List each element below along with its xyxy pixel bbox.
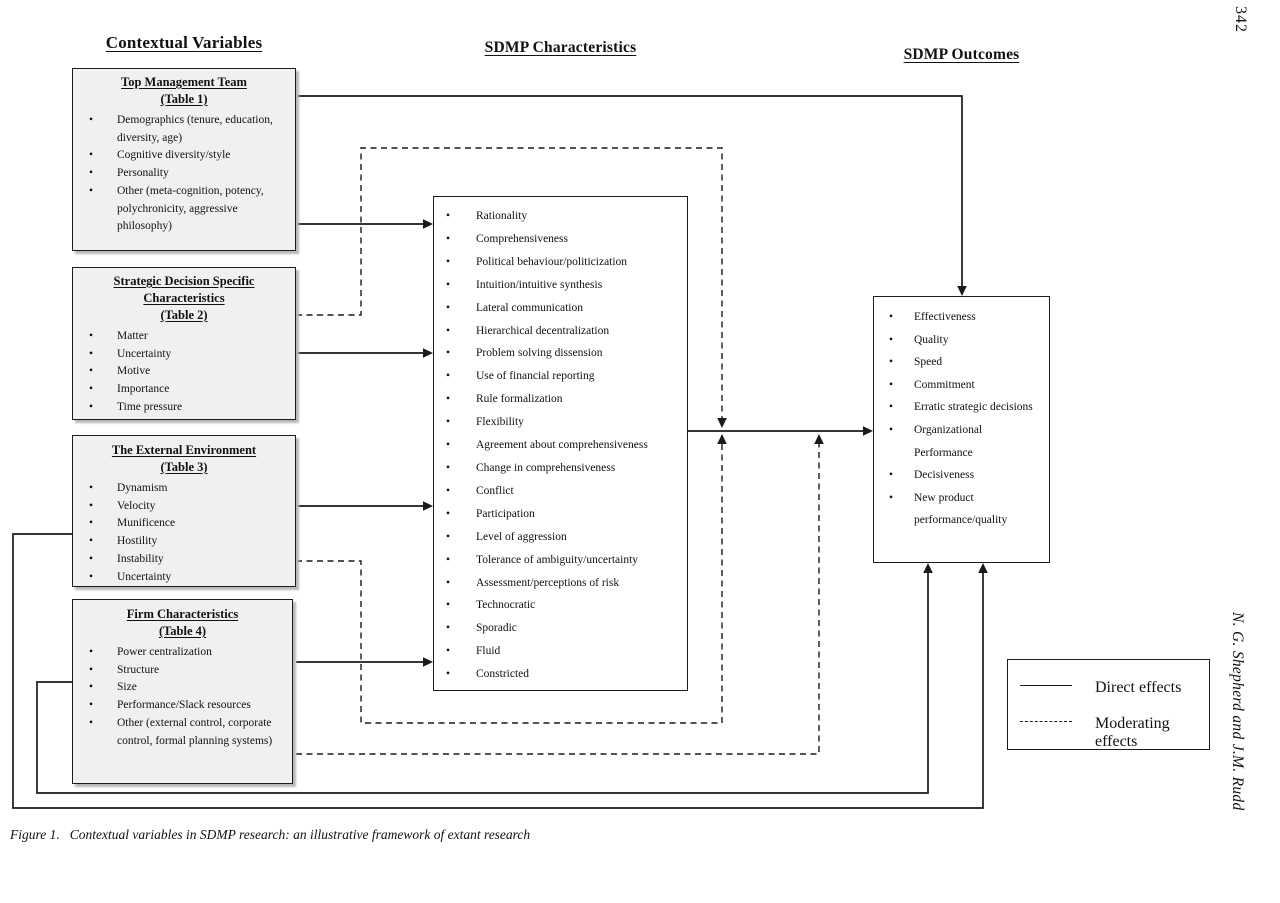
box-title <box>73 273 295 324</box>
list-item-text: Use of financial reporting <box>476 370 595 383</box>
list-item <box>874 306 1049 329</box>
list-item-text: Time pressure <box>117 400 183 413</box>
list-item-text: Instability <box>117 552 164 565</box>
bullet-icon: • <box>888 423 894 436</box>
bullet-icon: • <box>445 255 451 268</box>
figure-caption-label: Figure 1. <box>10 827 60 842</box>
list-item-text: Constricted <box>476 668 530 681</box>
list-item <box>73 533 295 551</box>
list-item <box>874 374 1049 397</box>
list-item <box>874 419 1049 464</box>
list-item <box>434 549 687 572</box>
list-item <box>434 480 687 503</box>
box-firm-characteristics <box>72 599 293 784</box>
direct-effects-line-icon <box>1020 685 1072 686</box>
bullet-list <box>73 644 292 750</box>
list-item-text: Assessment/perceptions of risk <box>476 576 620 589</box>
arrowhead-icon <box>423 219 433 229</box>
bullet-list <box>73 112 295 236</box>
list-item-text: Conflict <box>476 484 514 497</box>
list-item-text: Structure <box>117 663 160 676</box>
bullet-list <box>73 328 295 417</box>
list-item <box>874 487 1049 532</box>
bullet-icon: • <box>445 599 451 612</box>
bullet-icon: • <box>445 416 451 429</box>
bullet-icon: • <box>445 484 451 497</box>
list-item <box>73 569 295 587</box>
arrowhead-icon <box>423 657 433 667</box>
list-item <box>434 365 687 388</box>
figure-caption <box>10 827 530 843</box>
box-title <box>73 606 292 640</box>
list-item-text: Uncertainty <box>117 570 172 583</box>
column-header-sdmp-outcomes: SDMP Outcomes <box>903 46 1020 63</box>
box-sdmp-outcomes <box>873 296 1050 563</box>
box-title-line: (Table 1) <box>160 92 208 106</box>
list-item-text: Technocratic <box>476 599 536 612</box>
box-title-line: (Table 2) <box>160 308 208 322</box>
list-item <box>434 205 687 228</box>
list-item-text: Demographics (tenure, education, diversity, age) <box>117 114 273 144</box>
bullet-icon: • <box>88 167 94 180</box>
bullet-icon: • <box>888 311 894 323</box>
bullet-icon: • <box>88 114 94 126</box>
bullet-icon: • <box>88 552 94 565</box>
bullet-icon: • <box>88 699 94 712</box>
list-item <box>434 297 687 320</box>
bullet-icon: • <box>88 499 94 512</box>
arrowhead-icon <box>717 434 727 444</box>
list-item <box>73 147 295 165</box>
list-item <box>73 551 295 569</box>
list-item-text: Intuition/intuitive synthesis <box>476 278 603 291</box>
list-item <box>73 346 295 364</box>
list-item-text: Fluid <box>476 645 501 658</box>
list-item-text: Decisiveness <box>914 469 975 482</box>
list-item-text: Level of aggression <box>476 530 567 543</box>
list-item <box>434 251 687 274</box>
list-item <box>874 464 1049 487</box>
list-item <box>434 320 687 343</box>
bullet-icon: • <box>88 663 94 676</box>
list-item-text: Munificence <box>117 517 176 530</box>
bullet-icon: • <box>88 400 94 413</box>
list-item-text: Uncertainty <box>117 347 172 360</box>
list-item <box>434 526 687 549</box>
bullet-icon: • <box>88 517 94 530</box>
list-item <box>434 457 687 480</box>
list-item <box>73 715 292 750</box>
list-item-text: Performance/Slack resources <box>117 699 251 712</box>
list-item-text: Quality <box>914 333 949 346</box>
bullet-icon: • <box>445 576 451 589</box>
bullet-icon: • <box>88 347 94 360</box>
box-title-line: Firm Characteristics <box>126 607 239 621</box>
list-item <box>434 640 687 663</box>
list-item <box>434 503 687 526</box>
list-item <box>73 498 295 516</box>
list-item <box>73 515 295 533</box>
bullet-icon: • <box>88 482 94 494</box>
bullet-icon: • <box>445 461 451 474</box>
bullet-icon: • <box>88 330 94 342</box>
list-item-text: Size <box>117 681 137 694</box>
bullet-icon: • <box>888 356 894 369</box>
bullet-icon: • <box>88 383 94 396</box>
list-item-text: Dynamism <box>117 482 168 494</box>
bullet-icon: • <box>445 347 451 360</box>
bullet-icon: • <box>888 469 894 482</box>
box-title-line: (Table 3) <box>160 460 208 474</box>
bullet-icon: • <box>445 324 451 337</box>
box-external-environment <box>72 435 296 587</box>
arrowhead-icon <box>423 348 433 358</box>
box-title-line: Top Management Team <box>121 75 247 89</box>
bullet-icon: • <box>88 149 94 162</box>
list-item-text: Sporadic <box>476 622 517 635</box>
bullet-icon: • <box>88 184 94 197</box>
list-item <box>434 434 687 457</box>
box-title <box>73 74 295 108</box>
list-item <box>73 363 295 381</box>
bullet-list <box>434 205 687 686</box>
box-title <box>73 442 295 476</box>
figure-caption-text: Contextual variables in SDMP research: an illustrative framework of extant research <box>69 827 531 842</box>
arrowhead-icon <box>814 434 824 444</box>
legend-label-direct: Direct effects <box>1095 679 1182 696</box>
list-item <box>434 342 687 365</box>
bullet-icon: • <box>445 668 451 681</box>
list-item-text: Velocity <box>117 499 156 512</box>
bullet-icon: • <box>445 553 451 566</box>
list-item-text: Problem solving dissension <box>476 347 603 360</box>
bullet-icon: • <box>445 232 451 245</box>
bullet-icon: • <box>88 570 94 583</box>
list-item <box>434 594 687 617</box>
list-item <box>73 112 295 147</box>
bullet-icon: • <box>445 210 451 222</box>
arrowhead-icon <box>863 426 873 436</box>
arrowhead-icon <box>423 501 433 511</box>
bullet-icon: • <box>888 491 894 504</box>
list-item <box>73 399 295 417</box>
bullet-icon: • <box>88 535 94 548</box>
bullet-icon: • <box>88 365 94 378</box>
list-item <box>434 411 687 434</box>
list-item-text: Comprehensiveness <box>476 232 568 245</box>
list-item-text: Other (meta-cognition, potency, polychronicity, aggressive philosophy) <box>117 184 264 233</box>
list-item <box>874 396 1049 419</box>
list-item-text: Hierarchical decentralization <box>476 324 610 337</box>
column-header-sdmp-characteristics: SDMP Characteristics <box>484 39 637 56</box>
list-item <box>434 617 687 640</box>
bullet-icon: • <box>88 681 94 694</box>
list-item-text: Lateral communication <box>476 301 583 314</box>
list-item-text: Political behaviour/politicization <box>476 255 628 268</box>
list-item <box>73 644 292 662</box>
list-item <box>73 480 295 498</box>
bullet-icon: • <box>445 370 451 383</box>
arrowhead-icon <box>923 563 933 573</box>
list-item <box>434 572 687 595</box>
bullet-icon: • <box>445 645 451 658</box>
bullet-icon: • <box>88 716 94 729</box>
list-item <box>73 165 295 183</box>
list-item-text: New product performance/quality <box>914 491 1008 527</box>
bullet-icon: • <box>445 439 451 452</box>
list-item-text: Importance <box>117 383 170 396</box>
list-item <box>73 679 292 697</box>
list-item-text: Rule formalization <box>476 393 563 406</box>
list-item <box>73 328 295 346</box>
list-item-text: Motive <box>117 365 151 378</box>
box-strategic-decision-characteristics <box>72 267 296 420</box>
box-title-line: (Table 4) <box>158 624 207 638</box>
list-item-text: Personality <box>117 167 169 180</box>
list-item-text: Tolerance of ambiguity/uncertainty <box>476 553 639 566</box>
list-item <box>434 274 687 297</box>
list-item <box>73 381 295 399</box>
list-item <box>73 662 292 680</box>
bullet-list <box>874 306 1049 532</box>
bullet-list <box>73 480 295 586</box>
bullet-icon: • <box>888 401 894 414</box>
list-item-text: Agreement about comprehensiveness <box>476 439 648 452</box>
running-author: N. G. Shepherd and J.M. Rudd <box>1229 612 1246 811</box>
list-item <box>73 697 292 715</box>
bullet-icon: • <box>88 646 94 658</box>
list-item-text: Organizational Performance <box>914 423 983 459</box>
box-sdmp-characteristics <box>433 196 688 691</box>
bullet-icon: • <box>888 378 894 391</box>
bullet-icon: • <box>445 301 451 314</box>
bullet-icon: • <box>888 333 894 346</box>
list-item-text: Participation <box>476 507 535 520</box>
list-item <box>434 388 687 411</box>
list-item-text: Speed <box>914 356 943 369</box>
list-item <box>874 351 1049 374</box>
list-item-text: Effectiveness <box>914 311 976 323</box>
bullet-icon: • <box>445 393 451 406</box>
list-item-text: Flexibility <box>476 416 524 429</box>
list-item <box>434 228 687 251</box>
bullet-icon: • <box>445 278 451 291</box>
bullet-icon: • <box>445 507 451 520</box>
list-item <box>73 183 295 236</box>
box-top-management-team <box>72 68 296 251</box>
list-item-text: Erratic strategic decisions <box>914 401 1033 414</box>
moderating-effects-line-icon <box>1020 721 1072 722</box>
list-item <box>434 663 687 686</box>
bullet-icon: • <box>445 622 451 635</box>
list-item-text: Matter <box>117 330 148 342</box>
list-item <box>874 329 1049 352</box>
list-item-text: Other (external control, corporate control, formal planning systems) <box>117 716 273 747</box>
box-title-line: Strategic Decision Specific <box>113 274 255 288</box>
arrowhead-icon <box>978 563 988 573</box>
list-item-text: Power centralization <box>117 646 212 658</box>
list-item-text: Change in comprehensiveness <box>476 461 616 474</box>
box-title-line: Characteristics <box>143 291 225 305</box>
box-title-line: The External Environment <box>111 443 257 457</box>
legend-label-moderating: Moderating effects <box>1095 715 1170 750</box>
column-header-contextual-variables: Contextual Variables <box>105 33 263 52</box>
list-item-text: Commitment <box>914 378 975 391</box>
page-number: 342 <box>1232 6 1249 33</box>
list-item-text: Hostility <box>117 535 158 548</box>
list-item-text: Cognitive diversity/style <box>117 149 231 162</box>
list-item-text: Rationality <box>476 210 528 222</box>
arrowhead-icon <box>717 418 727 428</box>
bullet-icon: • <box>445 530 451 543</box>
arrowhead-icon <box>957 286 967 296</box>
